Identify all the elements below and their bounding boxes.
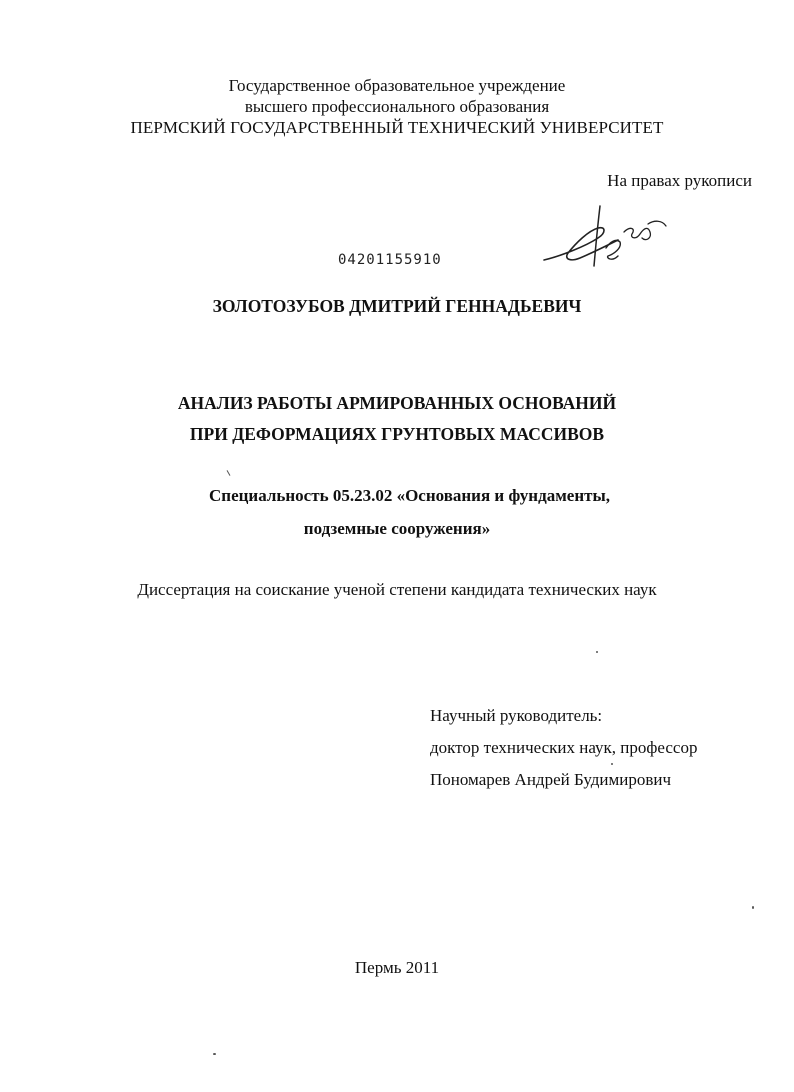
title-line-1: АНАЛИЗ РАБОТЫ АРМИРОВАННЫХ ОСНОВАНИЙ bbox=[177, 393, 617, 413]
degree-statement: Диссертация на соискание ученой степени кандидата технических наук bbox=[137, 580, 657, 599]
institution-line-2: высшего профессионального образования bbox=[244, 97, 550, 116]
specialty-line-2: подземные сооружения» bbox=[303, 519, 491, 538]
scan-speck bbox=[611, 763, 613, 765]
scan-speck bbox=[752, 906, 754, 909]
registration-number: 04201155910 bbox=[338, 252, 442, 268]
scan-speck bbox=[596, 651, 598, 653]
specialty-line-1: Специальность 05.23.02 «Основания и фундаменты, bbox=[209, 486, 610, 505]
supervisor-degree: доктор технических наук, профессор bbox=[430, 738, 698, 757]
scan-mark bbox=[227, 470, 231, 476]
title-line-2: ПРИ ДЕФОРМАЦИЯХ ГРУНТОВЫХ МАССИВОВ bbox=[189, 424, 605, 444]
university-name: ПЕРМСКИЙ ГОСУДАРСТВЕННЫЙ ТЕХНИЧЕСКИЙ УНИВЕРСИТЕТ bbox=[130, 118, 664, 137]
author-name: ЗОЛОТОЗУБОВ ДМИТРИЙ ГЕННАДЬЕВИЧ bbox=[212, 296, 582, 316]
signature-icon bbox=[536, 198, 676, 278]
manuscript-note: На правах рукописи bbox=[607, 171, 752, 190]
city-year: Пермь 2011 bbox=[354, 958, 440, 977]
institution-line-1: Государственное образовательное учреждение bbox=[228, 76, 566, 95]
supervisor-label: Научный руководитель: bbox=[430, 706, 603, 725]
scan-speck bbox=[213, 1053, 216, 1055]
supervisor-name: Пономарев Андрей Будимирович bbox=[430, 770, 672, 789]
